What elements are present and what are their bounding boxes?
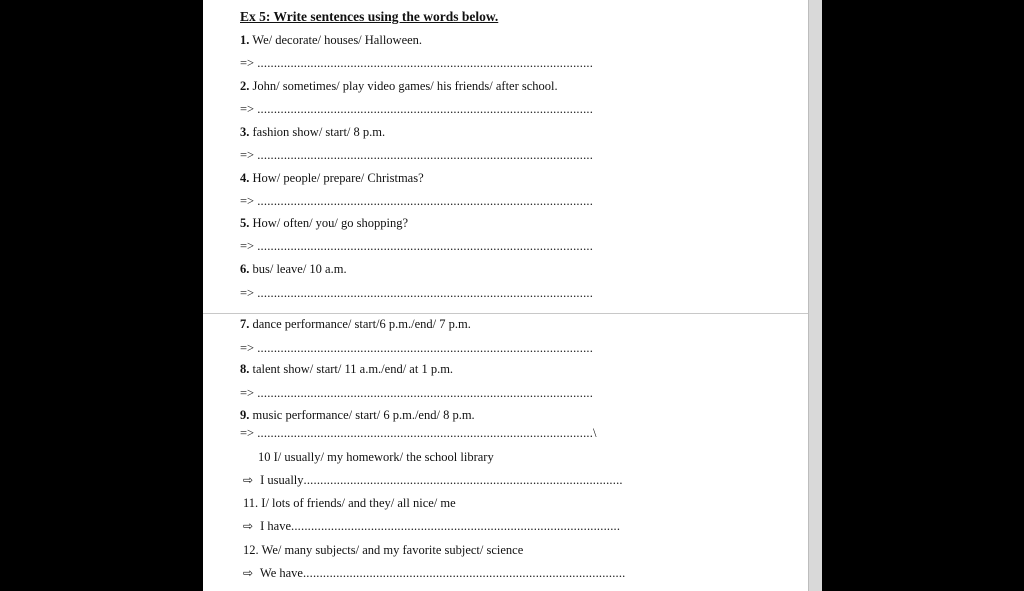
item-prompt: music performance/ start/ 6 p.m./end/ 8 p.m.: [252, 408, 475, 422]
answer-dots: .....................................................................................................: [257, 341, 594, 355]
answer-dots: .....................................................................................................: [257, 102, 594, 116]
item-prompt: fashion show/ start/ 8 p.m.: [252, 125, 386, 139]
exercise-item-12: 12. We/ many subjects/ and my favorite subject/ science: [243, 543, 524, 557]
answer-line-12[interactable]: [243, 566, 626, 581]
answer-dots: .....................................................................................................: [257, 386, 594, 400]
item-number: 2.: [240, 79, 250, 93]
item-number: 9.: [240, 408, 250, 422]
answer-dots: ................................................................................................: [303, 473, 623, 487]
item-prompt: talent show/ start/ 11 a.m./end/ at 1 p.m.: [252, 362, 454, 376]
answer-prefix: =>: [240, 239, 255, 253]
exercise-item-2: [240, 79, 558, 94]
document-page: [203, 0, 809, 591]
answer-start: I usually: [260, 473, 304, 487]
item-prompt: bus/ leave/ 10 a.m.: [252, 262, 347, 276]
item-prompt: How/ often/ you/ go shopping?: [252, 216, 409, 230]
arrow-right-icon: ⇨: [243, 519, 254, 533]
answer-line-11[interactable]: [243, 519, 620, 534]
exercise-item-8: [240, 362, 453, 377]
answer-prefix: =>: [240, 148, 255, 162]
exercise-item-3: [240, 125, 385, 140]
item-number: 6.: [240, 262, 250, 276]
arrow-right-icon: ⇨: [243, 566, 254, 580]
answer-dots: .....................................................................................................: [257, 286, 594, 300]
answer-prefix: =>: [240, 102, 255, 116]
exercise-item-10: 10 I/ usually/ my homework/ the school library: [258, 450, 494, 464]
vertical-scrollbar[interactable]: [809, 0, 822, 591]
answer-dots: ...................................................................................................: [291, 519, 621, 533]
answer-start: We have: [259, 566, 303, 580]
exercise-item-5: [240, 216, 408, 231]
item-number: 7.: [240, 317, 250, 331]
answer-line-2[interactable]: [240, 102, 593, 117]
answer-line-10[interactable]: [243, 473, 623, 488]
answer-start: I have: [260, 519, 292, 533]
answer-line-3[interactable]: [240, 148, 593, 163]
answer-line-8[interactable]: [240, 386, 593, 401]
answer-prefix: =>: [240, 341, 255, 355]
answer-line-7[interactable]: [240, 341, 593, 356]
answer-dots: .....................................................................................................: [257, 148, 594, 162]
exercise-item-7: [240, 317, 471, 332]
answer-prefix: =>: [240, 286, 255, 300]
item-prompt: We/ decorate/ houses/ Halloween.: [252, 33, 423, 47]
item-number: 1.: [240, 33, 250, 47]
answer-prefix: =>: [240, 56, 255, 70]
answer-dots: .....................................................................................................\: [257, 426, 597, 440]
item-number: 4.: [240, 171, 250, 185]
answer-line-1[interactable]: [240, 56, 593, 71]
answer-dots: .................................................................................................: [302, 566, 626, 580]
item-number: 3.: [240, 125, 250, 139]
exercise-item-9: [240, 408, 475, 423]
item-prompt: John/ sometimes/ play video games/ his friends/ after school.: [252, 79, 558, 93]
exercise-item-4: [240, 171, 424, 186]
item-number: 8.: [240, 362, 250, 376]
exercise-item-6: [240, 262, 347, 277]
answer-line-6[interactable]: [240, 286, 593, 301]
answer-line-4[interactable]: [240, 194, 593, 209]
answer-line-5[interactable]: [240, 239, 593, 254]
answer-line-9[interactable]: [240, 426, 597, 441]
answer-prefix: =>: [240, 194, 255, 208]
page-break-divider: [203, 313, 809, 314]
exercise-title: Ex 5: Write sentences using the words below.: [240, 9, 499, 24]
item-prompt: How/ people/ prepare/ Christmas?: [252, 171, 424, 185]
arrow-right-icon: ⇨: [243, 473, 254, 487]
exercise-item-1: [240, 33, 422, 48]
exercise-item-11: 11. I/ lots of friends/ and they/ all nice/ me: [243, 496, 456, 510]
answer-dots: .....................................................................................................: [257, 56, 594, 70]
item-number: 5.: [240, 216, 250, 230]
item-prompt: dance performance/ start/6 p.m./end/ 7 p.m.: [252, 317, 471, 331]
answer-dots: .....................................................................................................: [257, 239, 594, 253]
answer-prefix: =>: [240, 386, 255, 400]
answer-prefix: =>: [240, 426, 255, 440]
answer-dots: .....................................................................................................: [257, 194, 594, 208]
